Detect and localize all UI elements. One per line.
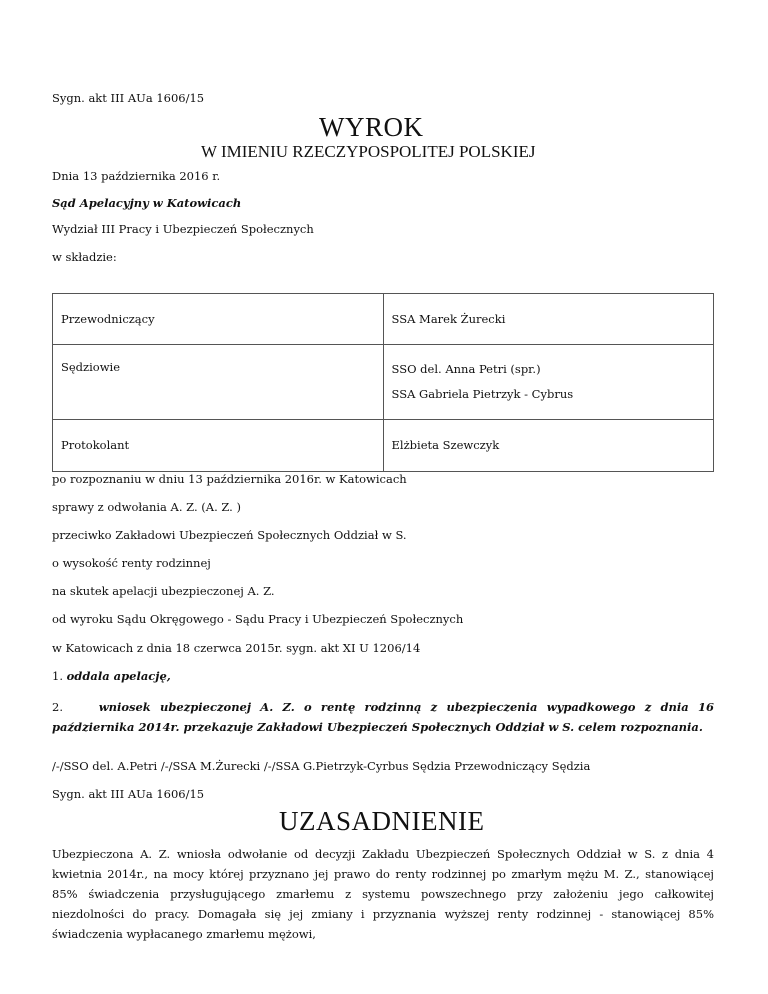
panel-role: Przewodniczący — [61, 312, 155, 326]
justification-title: UZASADNIENIE — [279, 806, 485, 836]
composition-label: w składzie: — [52, 250, 117, 264]
ruling-item-1 — [52, 669, 171, 683]
panel-row-clerk — [53, 420, 714, 472]
panel-name: SSA Marek Żurecki — [391, 312, 506, 326]
document-subtitle: W IMIENIU RZECZYPOSPOLITEJ POLSKIEJ — [201, 142, 536, 161]
panel-row-chair — [53, 294, 714, 345]
ruling-item-text: wniosek ubezpieczonej A. Z. o rentę rodzinną z ubezpieczenia wypadkowego z dnia 16 października 2014r. przekazuje Zakładowi Ubezpieczeń Społecznych Oddział w S. celem rozpoznania. — [52, 700, 714, 734]
document-title: WYROK — [319, 112, 424, 142]
case-line: po rozpoznaniu w dniu 13 października 2016r. w Katowicach — [52, 472, 407, 486]
panel-role: Protokolant — [61, 438, 130, 452]
case-line: sprawy z odwołania A. Z. (A. Z. ) — [52, 500, 241, 514]
ruling-item-text: oddala apelację, — [66, 669, 171, 683]
court-division: Wydział III Pracy i Ubezpieczeń Społecznych — [52, 222, 314, 236]
court-name: Sąd Apelacyjny w Katowicach — [52, 196, 242, 210]
justification-body: Ubezpieczona A. Z. wniosła odwołanie od decyzji Zakładu Ubezpieczeń Społecznych Oddział w S. z dnia 4 kwietnia 2014r., na mocy której przyznano jej prawo do renty rodzinnej po zmarłym mężu M. Z., stanowiącej 85% świadczenia przysługującego zmarłemu z systemu powszechnego przy założeniu jego całkowitej niezdolności do pracy. Domagała się jej zmiany i przyznania wyższej renty rodzinnej - stanowiącej 85% świadczenia wypłacanego zmarłemu mężowi, — [52, 847, 714, 941]
case-line: na skutek apelacji ubezpieczonej A. Z. — [52, 584, 275, 598]
case-line: od wyroku Sądu Okręgowego - Sądu Pracy i Ubezpieczeń Społecznych — [52, 612, 464, 626]
panel-name: SSA Gabriela Pietrzyk - Cybrus — [391, 387, 574, 401]
panel-name: SSO del. Anna Petri (spr.) — [391, 362, 541, 376]
panel-row-judges — [53, 345, 714, 420]
case-line: w Katowicach z dnia 18 czerwca 2015r. sygn. akt XI U 1206/14 — [52, 641, 421, 655]
ruling-item-2 — [52, 697, 714, 737]
judgment-date: Dnia 13 października 2016 r. — [52, 169, 221, 183]
panel-table — [52, 293, 714, 472]
case-signature-top: Sygn. akt III AUa 1606/15 — [52, 91, 205, 105]
case-line: o wysokość renty rodzinnej — [52, 556, 211, 570]
ruling-item-number: 1. — [52, 669, 63, 683]
panel-role: Sędziowie — [61, 360, 121, 374]
panel-name: Elżbieta Szewczyk — [391, 438, 500, 452]
ruling-item-number: 2. — [52, 700, 63, 714]
signatures: /-/SSO del. A.Petri /-/SSA M.Żurecki /-/SSA G.Pietrzyk-Cyrbus Sędzia Przewodniczący Sędzia — [52, 759, 591, 773]
case-line: przeciwko Zakładowi Ubezpieczeń Społecznych Oddział w S. — [52, 528, 407, 542]
case-signature-justification: Sygn. akt III AUa 1606/15 — [52, 787, 205, 801]
